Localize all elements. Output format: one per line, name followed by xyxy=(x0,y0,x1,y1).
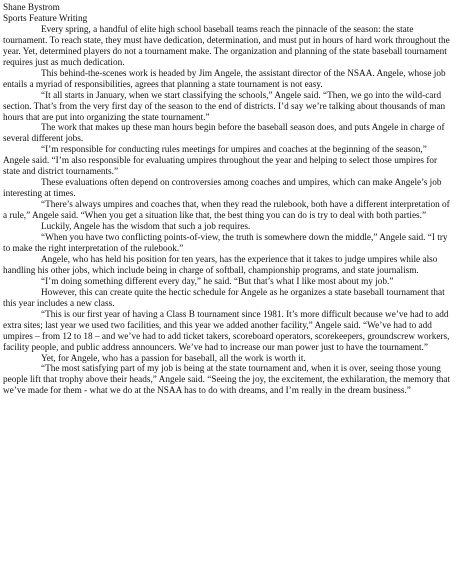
paragraph-2: This behind-the-scenes work is headed by Jim Angele, the assistant director of the NSAA. Angele, whose job entails a myriad of responsibilities, agrees that planning a state tournament is not easy. xyxy=(3,68,446,90)
paragraph-1: Every spring, a handful of elite high school baseball teams reach the pinnacle of the season: the state tournament. To reach state, they must have dedication, determination, and must put in hours of hard work throughout the year. Yet, determined players do not a tournament make. The organization and planning of the state baseball tournament requires just as much dedication. xyxy=(3,24,450,68)
paragraph-9: “When you have two conflicting points-of-view, the truth is somewhere down the middle,” Angele said. “I try to make the right interpretation of the rulebook.” xyxy=(3,233,448,254)
paragraph-11: “I’m doing something different every day,” he said. “But that’s what I like most about my job.” xyxy=(41,276,394,287)
paragraph-14: Yet, for Angele, who has a passion for baseball, all the work is worth it. xyxy=(41,353,306,364)
paragraph-8: Luckily, Angele has the wisdom that such a job requires. xyxy=(41,222,251,233)
paragraph-12: However, this can create quite the hectic schedule for Angele as he organizes a state baseball tournament that this year includes a new class. xyxy=(3,287,445,309)
paragraph-6: These evaluations often depend on controversies among coaches and umpires, which can make Angele’s job interesting at times. xyxy=(3,178,442,200)
course-title: Sports Feature Writing xyxy=(3,13,88,24)
paragraph-15: “The most satisfying part of my job is being at the state tournament and, when it is over, seeing those young people lift that trophy above their heads,” Angele said. “Seeing the joy, the excitement, the exhilaration, the memory that we’ve made for them - what we do at the NSAA has to do with dreams, and I’m really in the dream business.” xyxy=(3,364,451,397)
paragraph-13: “This is our first year of having a Class B tournament since 1981. It’s more difficult because we’ve had to add extra sites; last year we used two facilities, and this year we added another facility,” Angele said. “We’ve had to add umpires – from 12 to 18 – and we’ve had to add ticket takers, scoreboard operators, scorekeepers, groundscrew workers, facility people, and public address announcers. We’ve had to increase our man power just to have the tournament.” xyxy=(3,309,450,353)
paragraph-10: Angele, who has held his position for ten years, has the experience that it takes to judge umpires while also handling his other jobs, which include being in charge of softball, championship programs, and state journalism. xyxy=(3,254,438,276)
paragraph-3: “It all starts in January, when we start classifying the schools,” Angele said. “Then, we go into the wild-card section. That’s from the very first day of the season to the end of districts. I’d say we’re talking about thousands of man hours that are put into organizing the state tournament.” xyxy=(3,90,446,123)
author-name: Shane Bystrom xyxy=(3,3,60,13)
paragraph-4: The work that makes up these man hours begin before the baseball season does, and puts Angele in charge of several different jobs. xyxy=(3,123,445,145)
paragraph-5: “I’m responsible for conducting rules meetings for umpires and coaches at the beginning of the season,” Angele said. “I’m also responsible for evaluating umpires throughout the year and helping to select those umpires for state and district tournaments.” xyxy=(3,145,438,178)
paragraph-7: “There’s always umpires and coaches that, when they read the rulebook, both have a different interpretation of a rule,” Angele said. “When you get a situation like that, the best thing you can do is try to deal with both parties.” xyxy=(3,200,450,222)
